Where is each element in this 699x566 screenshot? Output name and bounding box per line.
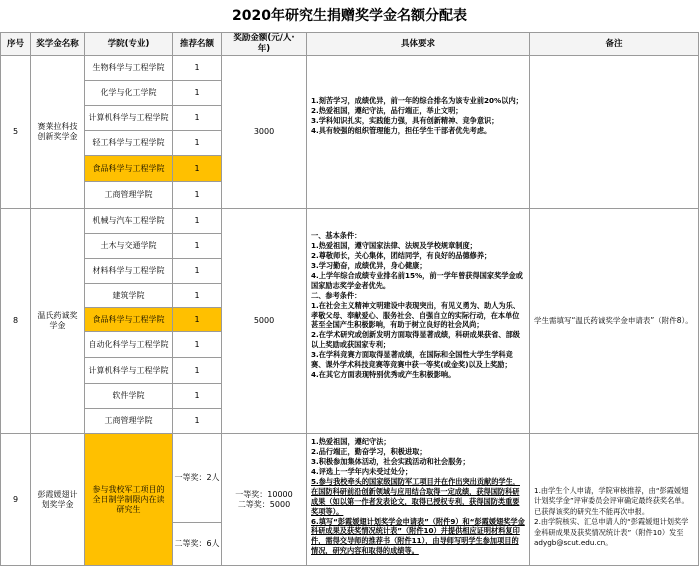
college-item: 计算机科学与工程学院 — [84, 105, 173, 131]
quota-item: 1 — [172, 208, 222, 234]
header-quota: 推荐名额 — [172, 32, 222, 56]
allocation-table — [0, 32, 699, 566]
requirement-line: 1.刻苦学习，成绩优异，前一年的综合排名为该专业前20%以内； — [311, 96, 523, 105]
remarks-cell — [529, 433, 699, 566]
college-item: 土木与交通学院 — [84, 233, 173, 259]
header-college: 学院(专业) — [84, 32, 173, 56]
award-amount: 5000 — [221, 208, 307, 434]
requirement-line: 4.评选上一学年内未受过处分； — [311, 466, 413, 476]
requirement-line: 3.学科知识扎实，实践能力强，具有创新精神、竞争意识； — [311, 115, 499, 125]
requirement-line: 2.品行端正，勤奋学习，积极进取； — [311, 446, 427, 456]
requirement-line: 一、基本条件： — [311, 231, 362, 240]
scholarship-name: 赛莱拉科技创新奖学金 — [30, 55, 85, 209]
scholarship-name: 温氏药诚奖学金 — [30, 208, 85, 434]
quota-item: 1 — [172, 80, 222, 106]
header-name: 奖学金名称 — [30, 32, 85, 56]
quota-item: 1 — [172, 105, 222, 131]
college-item: 软件学院 — [84, 383, 173, 409]
quota-item: 1 — [172, 383, 222, 409]
college-item: 材料科学与工程学院 — [84, 258, 173, 284]
requirement-line: 1.热爱祖国，遵纪守法； — [311, 437, 391, 446]
eligible-students-highlighted: 参与我校军工项目的全日制学制限内在读研究生 — [84, 433, 173, 566]
quota-item: 1 — [172, 181, 222, 209]
requirement-line-underlined: 6.填写“彭霞媛翅计划奖学金申请表”（附件9）和“彭霞媛翅奖学金科研成果及获奖情况统计表”（附件10）并提供相应证明材料复印件，需得交导师的推荐书（附件11），由导师写明学生参加项目的情况，研究内容和取得的成绩等。 — [311, 516, 525, 556]
row-no: 9 — [0, 433, 31, 566]
requirement-line: 3.学习勤奋，成绩优异，身心健康； — [311, 260, 427, 270]
college-item: 建筑学院 — [84, 283, 173, 308]
remark-line: 2.由学院核实、汇总申请人的“彭霞媛翅计划奖学金科研成果及获奖情况统计表”（附件10）发至adygb@scut.edu.cn。 — [534, 517, 689, 548]
requirement-line-underlined: 5.参与我校牵头的国家级国防军工项目并在作出突出贡献的学生，在国防科研前沿创新领域与应用结合取得一定成绩，获得国防科研成果（如以第一作者发表论文，取得已授权专利，获得国防类重要奖项等）。 — [311, 476, 520, 516]
header-remarks: 备注 — [529, 32, 699, 56]
college-item-highlighted: 食品科学与工程学院 — [84, 307, 173, 332]
requirement-line: 2.在学术研究或创新发明方面取得显著成绩，科研成果获省、部级以上奖励或获国家专利； — [311, 330, 520, 350]
college-item: 工商管理学院 — [84, 181, 173, 209]
header-no: 序号 — [0, 32, 31, 56]
college-item: 轻工科学与工程学院 — [84, 130, 173, 156]
quota-item-highlighted: 1 — [172, 307, 222, 332]
quota-item: 1 — [172, 357, 222, 384]
quota-item: 1 — [172, 55, 222, 81]
requirements-cell — [306, 433, 530, 566]
quota-second-prize: 二等奖：6人 — [172, 522, 222, 566]
quota-item: 1 — [172, 233, 222, 259]
quota-item: 1 — [172, 408, 222, 434]
requirement-line: 1.在社会主义精神文明建设中表现突出，有见义勇为、助人为乐、孝敬父母、奉献爱心、服务社会、自强自立的实际行动，在本单位甚至全国产生积极影响，有助于树立良好的社会风尚； — [311, 300, 520, 330]
college-item: 机械与汽车工程学院 — [84, 208, 173, 234]
scholarship-name: 彭霞媛翅计划奖学金 — [30, 433, 85, 566]
requirement-line: 1.热爱祖国，遵守国家法律、法规及学校规章制度； — [311, 240, 477, 250]
quota-item: 1 — [172, 283, 222, 308]
row-no: 8 — [0, 208, 31, 434]
amount-first-prize: 一等奖：10000 — [235, 489, 293, 499]
college-item: 计算机科学与工程学院 — [84, 357, 173, 384]
requirement-line: 4.具有较强的组织管理能力，担任学生干部者优先考虑。 — [311, 125, 492, 135]
college-item: 生物科学与工程学院 — [84, 55, 173, 81]
requirement-line: 4.上学年综合成绩专业排名前15%，前一学年曾获得国家奖学金或国家励志奖学金者优先。 — [311, 270, 523, 290]
remark-line: 1.由学生个人申请，学院审核推荐，由“彭霞媛翅计划奖学金”评审委员会评审确定最终获奖名单。已获得该奖的研究生不能再次申报。 — [534, 486, 689, 516]
row-no: 5 — [0, 55, 31, 209]
quota-item: 1 — [172, 258, 222, 284]
page-title: 2020年研究生捐赠奖学金名额分配表 — [232, 8, 467, 24]
requirement-line: 二、参考条件： — [311, 290, 362, 300]
quota-item: 1 — [172, 331, 222, 358]
college-item: 化学与化工学院 — [84, 80, 173, 106]
requirement-line: 3.积极参加集体活动，社会实践活动和社会服务； — [311, 456, 470, 466]
quota-item: 1 — [172, 130, 222, 156]
requirements-cell — [306, 55, 530, 209]
requirement-line: 2.热爱祖国，遵纪守法，品行端正，举止文明； — [311, 105, 463, 115]
remarks-cell — [529, 55, 699, 209]
college-item-highlighted: 食品科学与工程学院 — [84, 155, 173, 182]
requirement-line: 3.在学科竞赛方面取得显著成绩，在国际和全国性大学生学科竞赛、课外学术科技竞赛等竞赛中获一等奖(或金奖)以及上奖励； — [311, 350, 513, 370]
requirements-cell — [306, 208, 530, 434]
quota-first-prize: 一等奖：2人 — [172, 433, 222, 523]
requirement-line: 4.在其它方面表现特别优秀或产生积极影响。 — [311, 370, 456, 380]
college-item: 自动化科学与工程学院 — [84, 331, 173, 358]
requirement-line: 2.尊敬师长，关心集体，团结同学，有良好的品德修养； — [311, 250, 492, 260]
remarks-cell: 学生需填写“温氏药诚奖学金申请表”（附件8）。 — [529, 208, 699, 434]
header-amount: 奖励金额(元/人·年) — [221, 32, 307, 56]
award-amount — [221, 433, 307, 566]
quota-item-highlighted: 1 — [172, 155, 222, 182]
header-requirements: 具体要求 — [306, 32, 530, 56]
award-amount: 3000 — [221, 55, 307, 209]
amount-second-prize: 二等奖：5000 — [237, 499, 291, 509]
college-item: 工商管理学院 — [84, 408, 173, 434]
